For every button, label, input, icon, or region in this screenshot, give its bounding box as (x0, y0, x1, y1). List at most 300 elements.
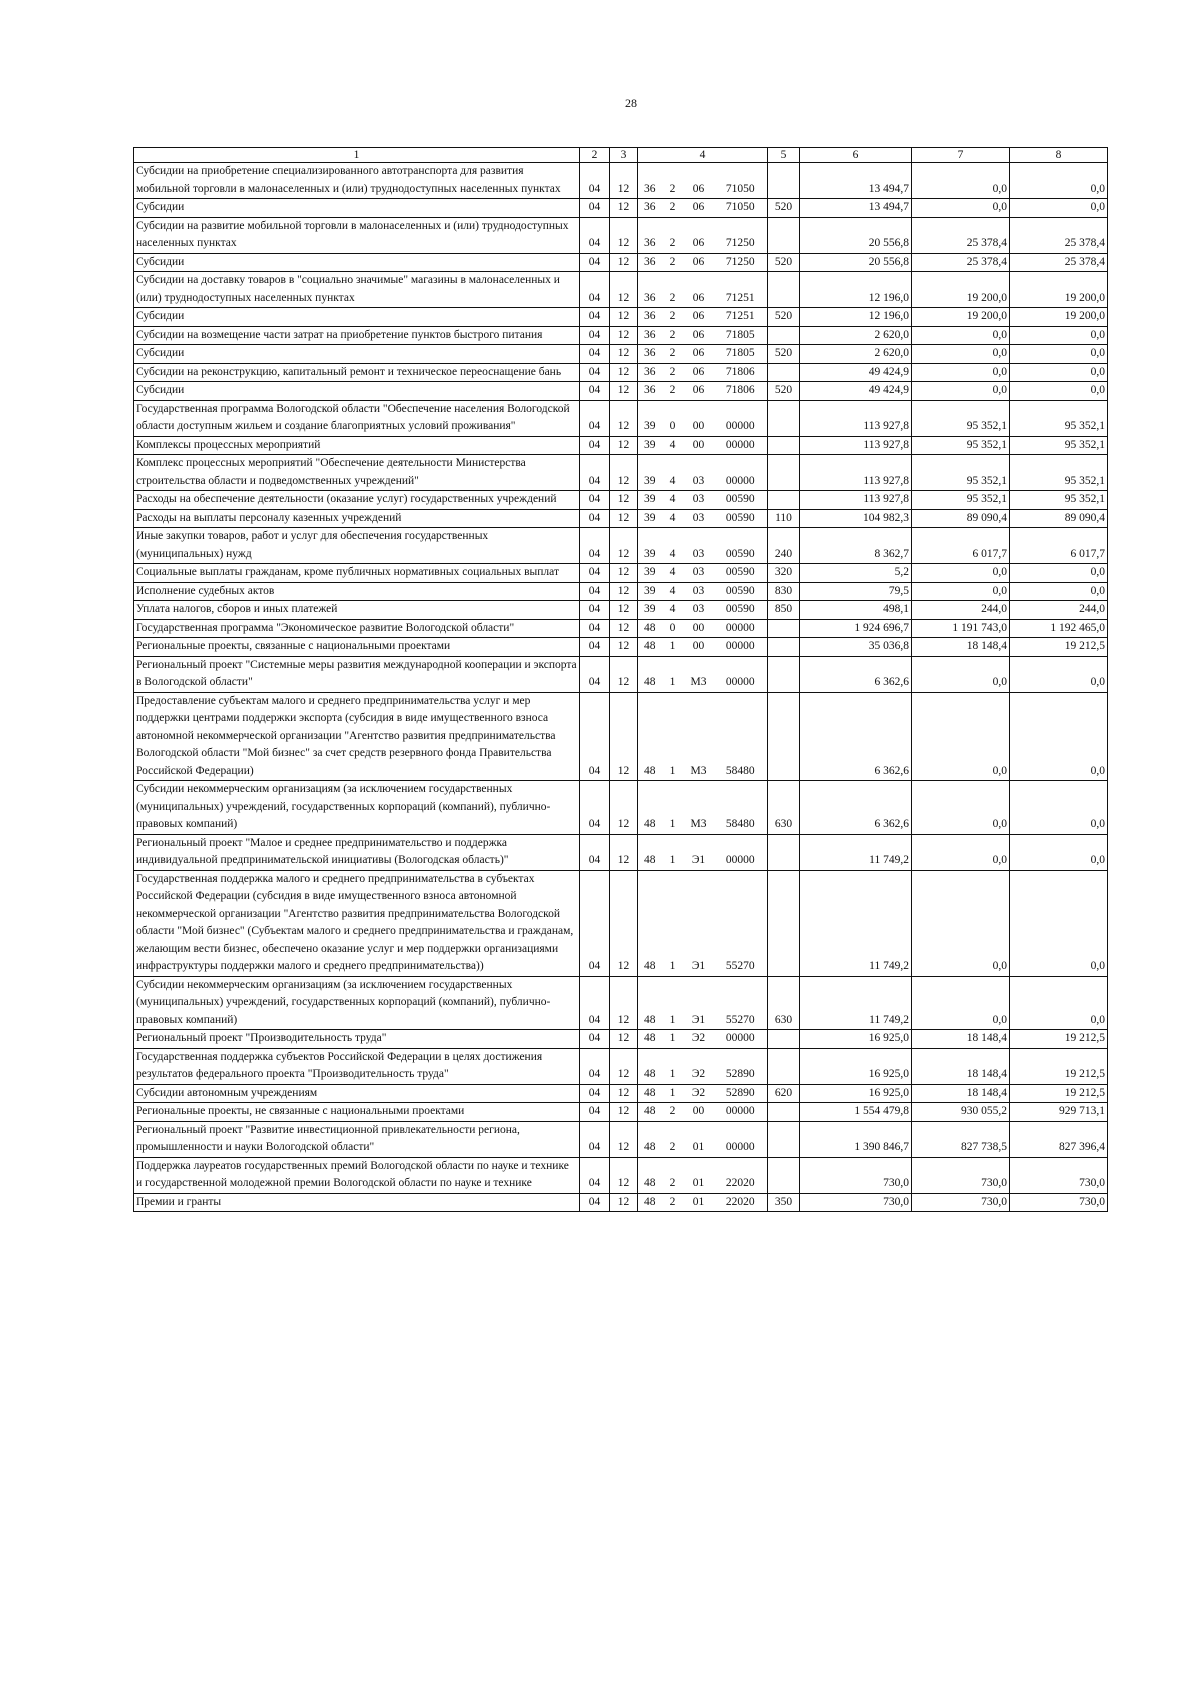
row-section-code: 04 (580, 638, 610, 657)
row-direction-code: 58480 (714, 781, 768, 835)
row-value-col8: 0,0 (1010, 199, 1108, 218)
row-value-col8: 0,0 (1010, 692, 1108, 781)
row-program-code: 36 (638, 326, 662, 345)
row-type-code: 2 (662, 1193, 684, 1212)
row-element-code: 06 (684, 163, 714, 199)
row-element-code: 00 (684, 400, 714, 436)
header-col-1: 1 (134, 148, 580, 163)
row-value-col6: 16 925,0 (800, 1084, 912, 1103)
row-value-col8: 95 352,1 (1010, 400, 1108, 436)
row-program-code: 48 (638, 638, 662, 657)
row-section-code: 04 (580, 692, 610, 781)
row-type-code: 0 (662, 400, 684, 436)
table-row (134, 564, 1108, 583)
row-value-col7: 0,0 (912, 345, 1010, 364)
row-name: Субсидии на развитие мобильной торговли в малонаселенных и (или) труднодоступных населенных пунктах (134, 217, 580, 253)
row-value-col8: 0,0 (1010, 382, 1108, 401)
row-value-col6: 104 982,3 (800, 509, 912, 528)
row-type-code: 4 (662, 582, 684, 601)
header-col-2: 2 (580, 148, 610, 163)
row-program-code: 48 (638, 870, 662, 976)
table-row (134, 455, 1108, 491)
row-expense-type: 520 (768, 308, 800, 327)
header-col-6: 6 (800, 148, 912, 163)
row-type-code: 2 (662, 163, 684, 199)
row-expense-type (768, 1030, 800, 1049)
row-type-code: 1 (662, 976, 684, 1030)
row-subsection-code: 12 (610, 601, 638, 620)
row-value-col7: 0,0 (912, 363, 1010, 382)
table-row (134, 272, 1108, 308)
row-expense-type (768, 1048, 800, 1084)
row-value-col6: 6 362,6 (800, 692, 912, 781)
row-value-col6: 8 362,7 (800, 528, 912, 564)
row-value-col7: 730,0 (912, 1193, 1010, 1212)
row-element-code: 06 (684, 308, 714, 327)
row-section-code: 04 (580, 363, 610, 382)
row-direction-code: 00000 (714, 619, 768, 638)
row-value-col6: 20 556,8 (800, 253, 912, 272)
row-section-code: 04 (580, 781, 610, 835)
row-name: Комплексы процессных мероприятий (134, 436, 580, 455)
row-element-code: Э1 (684, 870, 714, 976)
row-expense-type (768, 619, 800, 638)
table-row (134, 976, 1108, 1030)
row-element-code: 03 (684, 491, 714, 510)
row-name: Комплекс процессных мероприятий "Обеспечение деятельности Министерства строительства области и подведомственных учреждений" (134, 455, 580, 491)
row-direction-code: 71251 (714, 308, 768, 327)
row-element-code: 00 (684, 436, 714, 455)
row-subsection-code: 12 (610, 834, 638, 870)
row-value-col7: 0,0 (912, 199, 1010, 218)
row-subsection-code: 12 (610, 217, 638, 253)
row-name: Региональный проект "Развитие инвестиционной привлекательности региона, промышленности и науки Вологодской области" (134, 1121, 580, 1157)
table-body (134, 163, 1108, 1212)
table-row (134, 1030, 1108, 1049)
row-value-col7: 0,0 (912, 976, 1010, 1030)
row-value-col8: 0,0 (1010, 781, 1108, 835)
row-type-code: 2 (662, 345, 684, 364)
row-type-code: 2 (662, 363, 684, 382)
row-element-code: 06 (684, 253, 714, 272)
row-element-code: 06 (684, 382, 714, 401)
row-section-code: 04 (580, 308, 610, 327)
row-direction-code: 71805 (714, 345, 768, 364)
row-program-code: 48 (638, 1121, 662, 1157)
row-subsection-code: 12 (610, 692, 638, 781)
row-direction-code: 55270 (714, 870, 768, 976)
row-section-code: 04 (580, 619, 610, 638)
row-section-code: 04 (580, 870, 610, 976)
row-subsection-code: 12 (610, 564, 638, 583)
row-type-code: 2 (662, 308, 684, 327)
row-element-code: 00 (684, 638, 714, 657)
row-element-code: 01 (684, 1121, 714, 1157)
row-direction-code: 71050 (714, 163, 768, 199)
row-direction-code: 00000 (714, 1121, 768, 1157)
row-expense-type (768, 436, 800, 455)
row-name: Расходы на обеспечение деятельности (оказание услуг) государственных учреждений (134, 491, 580, 510)
row-type-code: 1 (662, 870, 684, 976)
row-expense-type: 850 (768, 601, 800, 620)
row-value-col8: 0,0 (1010, 834, 1108, 870)
row-element-code: 03 (684, 455, 714, 491)
row-section-code: 04 (580, 564, 610, 583)
row-value-col6: 20 556,8 (800, 217, 912, 253)
row-value-col6: 2 620,0 (800, 345, 912, 364)
table-row (134, 326, 1108, 345)
row-expense-type (768, 1121, 800, 1157)
row-element-code: М3 (684, 692, 714, 781)
row-value-col6: 730,0 (800, 1193, 912, 1212)
row-expense-type (768, 692, 800, 781)
row-value-col6: 35 036,8 (800, 638, 912, 657)
table-row (134, 345, 1108, 364)
row-element-code: 06 (684, 217, 714, 253)
row-value-col8: 19 212,5 (1010, 1084, 1108, 1103)
row-type-code: 4 (662, 491, 684, 510)
row-program-code: 48 (638, 656, 662, 692)
row-program-code: 48 (638, 1103, 662, 1122)
row-name: Субсидии (134, 253, 580, 272)
row-value-col8: 25 378,4 (1010, 253, 1108, 272)
row-program-code: 48 (638, 1157, 662, 1193)
table-row (134, 870, 1108, 976)
row-value-col6: 113 927,8 (800, 400, 912, 436)
row-section-code: 04 (580, 1121, 610, 1157)
row-expense-type: 110 (768, 509, 800, 528)
row-value-col6: 49 424,9 (800, 363, 912, 382)
row-program-code: 39 (638, 564, 662, 583)
row-subsection-code: 12 (610, 1030, 638, 1049)
row-value-col8: 730,0 (1010, 1193, 1108, 1212)
row-program-code: 36 (638, 272, 662, 308)
row-value-col8: 730,0 (1010, 1157, 1108, 1193)
row-expense-type: 630 (768, 781, 800, 835)
row-value-col7: 19 200,0 (912, 308, 1010, 327)
table-row (134, 619, 1108, 638)
row-expense-type (768, 1103, 800, 1122)
row-program-code: 39 (638, 528, 662, 564)
row-name: Исполнение судебных актов (134, 582, 580, 601)
table-row (134, 528, 1108, 564)
row-value-col8: 929 713,1 (1010, 1103, 1108, 1122)
row-value-col7: 930 055,2 (912, 1103, 1010, 1122)
row-value-col6: 12 196,0 (800, 308, 912, 327)
row-name: Государственная программа "Экономическое развитие Вологодской области" (134, 619, 580, 638)
row-value-col6: 49 424,9 (800, 382, 912, 401)
table-row (134, 400, 1108, 436)
table-row (134, 1048, 1108, 1084)
row-subsection-code: 12 (610, 455, 638, 491)
row-type-code: 1 (662, 638, 684, 657)
row-subsection-code: 12 (610, 382, 638, 401)
row-value-col8: 89 090,4 (1010, 509, 1108, 528)
row-program-code: 39 (638, 400, 662, 436)
table-row (134, 638, 1108, 657)
row-direction-code: 00000 (714, 1030, 768, 1049)
row-section-code: 04 (580, 491, 610, 510)
row-type-code: 2 (662, 253, 684, 272)
row-subsection-code: 12 (610, 326, 638, 345)
row-section-code: 04 (580, 1048, 610, 1084)
row-value-col6: 113 927,8 (800, 491, 912, 510)
row-type-code: 1 (662, 1048, 684, 1084)
row-value-col6: 730,0 (800, 1157, 912, 1193)
table-row (134, 656, 1108, 692)
table-row (134, 363, 1108, 382)
row-value-col7: 25 378,4 (912, 217, 1010, 253)
row-name: Государственная поддержка малого и среднего предпринимательства в субъектах Российской Федерации (субсидия в виде имущественного взноса автономной некоммерческой организации "Агентство развития предпринимательства Вологодской области "Мой бизнес" (Субъектам малого и среднего предпринимательства и гражданам, желающим вести бизнес, обеспечено оказание услуг и мер поддержки организациями инфраструктуры поддержки малого и среднего предпринимательства)) (134, 870, 580, 976)
row-subsection-code: 12 (610, 781, 638, 835)
row-section-code: 04 (580, 345, 610, 364)
table-row (134, 834, 1108, 870)
row-section-code: 04 (580, 582, 610, 601)
row-value-col8: 0,0 (1010, 345, 1108, 364)
table-row (134, 308, 1108, 327)
row-value-col7: 18 148,4 (912, 1048, 1010, 1084)
row-name: Субсидии на приобретение специализированного автотранспорта для развития мобильной торговли в малонаселенных и (или) труднодоступных населенных пунктах (134, 163, 580, 199)
row-value-col7: 244,0 (912, 601, 1010, 620)
row-element-code: 06 (684, 272, 714, 308)
table-row (134, 1084, 1108, 1103)
row-program-code: 36 (638, 199, 662, 218)
row-name: Государственная программа Вологодской области "Обеспечение населения Вологодской области доступным жильем и создание благоприятных условий проживания" (134, 400, 580, 436)
row-value-col8: 0,0 (1010, 564, 1108, 583)
row-expense-type (768, 870, 800, 976)
row-program-code: 48 (638, 1030, 662, 1049)
row-direction-code: 00000 (714, 1103, 768, 1122)
row-direction-code: 22020 (714, 1193, 768, 1212)
row-program-code: 36 (638, 382, 662, 401)
row-name: Субсидии (134, 199, 580, 218)
row-type-code: 4 (662, 436, 684, 455)
row-expense-type: 320 (768, 564, 800, 583)
row-type-code: 2 (662, 272, 684, 308)
row-value-col8: 827 396,4 (1010, 1121, 1108, 1157)
row-value-col8: 0,0 (1010, 363, 1108, 382)
table-row (134, 781, 1108, 835)
row-subsection-code: 12 (610, 199, 638, 218)
row-value-col7: 827 738,5 (912, 1121, 1010, 1157)
row-section-code: 04 (580, 1157, 610, 1193)
row-value-col7: 18 148,4 (912, 1030, 1010, 1049)
row-type-code: 1 (662, 781, 684, 835)
row-direction-code: 00590 (714, 582, 768, 601)
row-expense-type (768, 217, 800, 253)
row-value-col7: 6 017,7 (912, 528, 1010, 564)
row-value-col6: 11 749,2 (800, 976, 912, 1030)
row-expense-type (768, 326, 800, 345)
row-direction-code: 00000 (714, 455, 768, 491)
row-value-col7: 730,0 (912, 1157, 1010, 1193)
row-value-col8: 0,0 (1010, 326, 1108, 345)
row-type-code: 1 (662, 656, 684, 692)
row-name: Субсидии на доставку товаров в "социально значимые" магазины в малонаселенных и (или) труднодоступных населенных пунктах (134, 272, 580, 308)
row-value-col8: 0,0 (1010, 870, 1108, 976)
row-value-col8: 1 192 465,0 (1010, 619, 1108, 638)
row-element-code: 00 (684, 1103, 714, 1122)
row-value-col6: 5,2 (800, 564, 912, 583)
row-value-col7: 95 352,1 (912, 491, 1010, 510)
row-subsection-code: 12 (610, 976, 638, 1030)
row-value-col8: 0,0 (1010, 163, 1108, 199)
row-direction-code: 00000 (714, 436, 768, 455)
row-expense-type (768, 638, 800, 657)
row-program-code: 39 (638, 582, 662, 601)
row-type-code: 1 (662, 1084, 684, 1103)
row-value-col7: 0,0 (912, 582, 1010, 601)
row-section-code: 04 (580, 601, 610, 620)
row-expense-type (768, 656, 800, 692)
row-expense-type: 240 (768, 528, 800, 564)
row-name: Социальные выплаты гражданам, кроме публичных нормативных социальных выплат (134, 564, 580, 583)
row-subsection-code: 12 (610, 436, 638, 455)
row-name: Региональный проект "Малое и среднее предпринимательство и поддержка индивидуальной предпринимательской инициативы (Вологодская область)" (134, 834, 580, 870)
row-program-code: 39 (638, 601, 662, 620)
row-expense-type: 520 (768, 345, 800, 364)
row-subsection-code: 12 (610, 1193, 638, 1212)
row-value-col7: 0,0 (912, 870, 1010, 976)
row-section-code: 04 (580, 199, 610, 218)
row-subsection-code: 12 (610, 400, 638, 436)
row-element-code: 01 (684, 1193, 714, 1212)
row-name: Субсидии на возмещение части затрат на приобретение пунктов быстрого питания (134, 326, 580, 345)
row-element-code: Э2 (684, 1048, 714, 1084)
row-type-code: 4 (662, 601, 684, 620)
row-direction-code: 52890 (714, 1084, 768, 1103)
row-subsection-code: 12 (610, 582, 638, 601)
row-expense-type: 350 (768, 1193, 800, 1212)
table-row (134, 199, 1108, 218)
row-section-code: 04 (580, 1084, 610, 1103)
budget-table (133, 147, 1108, 1212)
row-section-code: 04 (580, 509, 610, 528)
row-value-col7: 0,0 (912, 834, 1010, 870)
row-value-col6: 498,1 (800, 601, 912, 620)
row-expense-type: 520 (768, 199, 800, 218)
table-row (134, 1121, 1108, 1157)
row-value-col6: 13 494,7 (800, 163, 912, 199)
row-program-code: 36 (638, 308, 662, 327)
row-name: Субсидии некоммерческим организациям (за исключением государственных (муниципальных) учреждений, государственных корпораций (компаний), публично-правовых компаний) (134, 976, 580, 1030)
row-value-col7: 19 200,0 (912, 272, 1010, 308)
row-element-code: Э2 (684, 1030, 714, 1049)
row-program-code: 36 (638, 345, 662, 364)
row-value-col8: 6 017,7 (1010, 528, 1108, 564)
row-direction-code: 00590 (714, 509, 768, 528)
row-value-col8: 244,0 (1010, 601, 1108, 620)
row-direction-code: 71050 (714, 199, 768, 218)
row-value-col6: 13 494,7 (800, 199, 912, 218)
row-direction-code: 52890 (714, 1048, 768, 1084)
row-element-code: 01 (684, 1157, 714, 1193)
header-col-8: 8 (1010, 148, 1108, 163)
row-program-code: 39 (638, 436, 662, 455)
row-name: Субсидии (134, 308, 580, 327)
row-direction-code: 22020 (714, 1157, 768, 1193)
row-element-code: Э2 (684, 1084, 714, 1103)
row-subsection-code: 12 (610, 163, 638, 199)
row-name: Региональный проект "Производительность труда" (134, 1030, 580, 1049)
row-direction-code: 00590 (714, 564, 768, 583)
row-subsection-code: 12 (610, 528, 638, 564)
row-element-code: 06 (684, 363, 714, 382)
header-col-7: 7 (912, 148, 1010, 163)
table-row (134, 692, 1108, 781)
row-element-code: 03 (684, 601, 714, 620)
row-expense-type (768, 455, 800, 491)
row-value-col6: 1 924 696,7 (800, 619, 912, 638)
table-row (134, 491, 1108, 510)
row-section-code: 04 (580, 1030, 610, 1049)
row-type-code: 2 (662, 199, 684, 218)
row-element-code: 03 (684, 528, 714, 564)
row-expense-type (768, 834, 800, 870)
row-direction-code: 00590 (714, 601, 768, 620)
row-direction-code: 00000 (714, 834, 768, 870)
row-name: Государственная поддержка субъектов Российской Федерации в целях достижения результатов федерального проекта "Производительность труда" (134, 1048, 580, 1084)
table-row (134, 601, 1108, 620)
row-section-code: 04 (580, 455, 610, 491)
row-element-code: 06 (684, 199, 714, 218)
row-value-col7: 89 090,4 (912, 509, 1010, 528)
row-value-col7: 95 352,1 (912, 436, 1010, 455)
table-row (134, 1103, 1108, 1122)
row-value-col8: 0,0 (1010, 582, 1108, 601)
row-value-col8: 95 352,1 (1010, 491, 1108, 510)
table-row (134, 436, 1108, 455)
row-name: Субсидии автономным учреждениям (134, 1084, 580, 1103)
row-section-code: 04 (580, 400, 610, 436)
row-value-col6: 16 925,0 (800, 1030, 912, 1049)
row-direction-code: 00000 (714, 638, 768, 657)
row-subsection-code: 12 (610, 308, 638, 327)
row-value-col8: 0,0 (1010, 656, 1108, 692)
row-program-code: 48 (638, 976, 662, 1030)
row-type-code: 2 (662, 1103, 684, 1122)
row-name: Расходы на выплаты персоналу казенных учреждений (134, 509, 580, 528)
row-name: Субсидии (134, 382, 580, 401)
row-name: Субсидии на реконструкцию, капитальный ремонт и техническое переоснащение бань (134, 363, 580, 382)
row-direction-code: 71250 (714, 217, 768, 253)
row-program-code: 48 (638, 834, 662, 870)
row-section-code: 04 (580, 326, 610, 345)
row-value-col7: 0,0 (912, 382, 1010, 401)
row-value-col8: 95 352,1 (1010, 455, 1108, 491)
row-value-col7: 0,0 (912, 781, 1010, 835)
table-row (134, 509, 1108, 528)
row-program-code: 48 (638, 692, 662, 781)
row-program-code: 39 (638, 455, 662, 491)
row-type-code: 2 (662, 1157, 684, 1193)
row-type-code: 2 (662, 326, 684, 345)
row-program-code: 39 (638, 509, 662, 528)
row-name: Поддержка лауреатов государственных премий Вологодской области по науке и технике и государственной молодежной премии Вологодской области по науке и технике (134, 1157, 580, 1193)
row-subsection-code: 12 (610, 656, 638, 692)
row-value-col7: 1 191 743,0 (912, 619, 1010, 638)
row-expense-type: 520 (768, 253, 800, 272)
row-element-code: Э1 (684, 976, 714, 1030)
row-expense-type (768, 491, 800, 510)
table-row (134, 1157, 1108, 1193)
row-subsection-code: 12 (610, 619, 638, 638)
row-value-col6: 79,5 (800, 582, 912, 601)
row-subsection-code: 12 (610, 253, 638, 272)
row-element-code: Э1 (684, 834, 714, 870)
row-value-col6: 1 390 846,7 (800, 1121, 912, 1157)
row-value-col7: 0,0 (912, 163, 1010, 199)
